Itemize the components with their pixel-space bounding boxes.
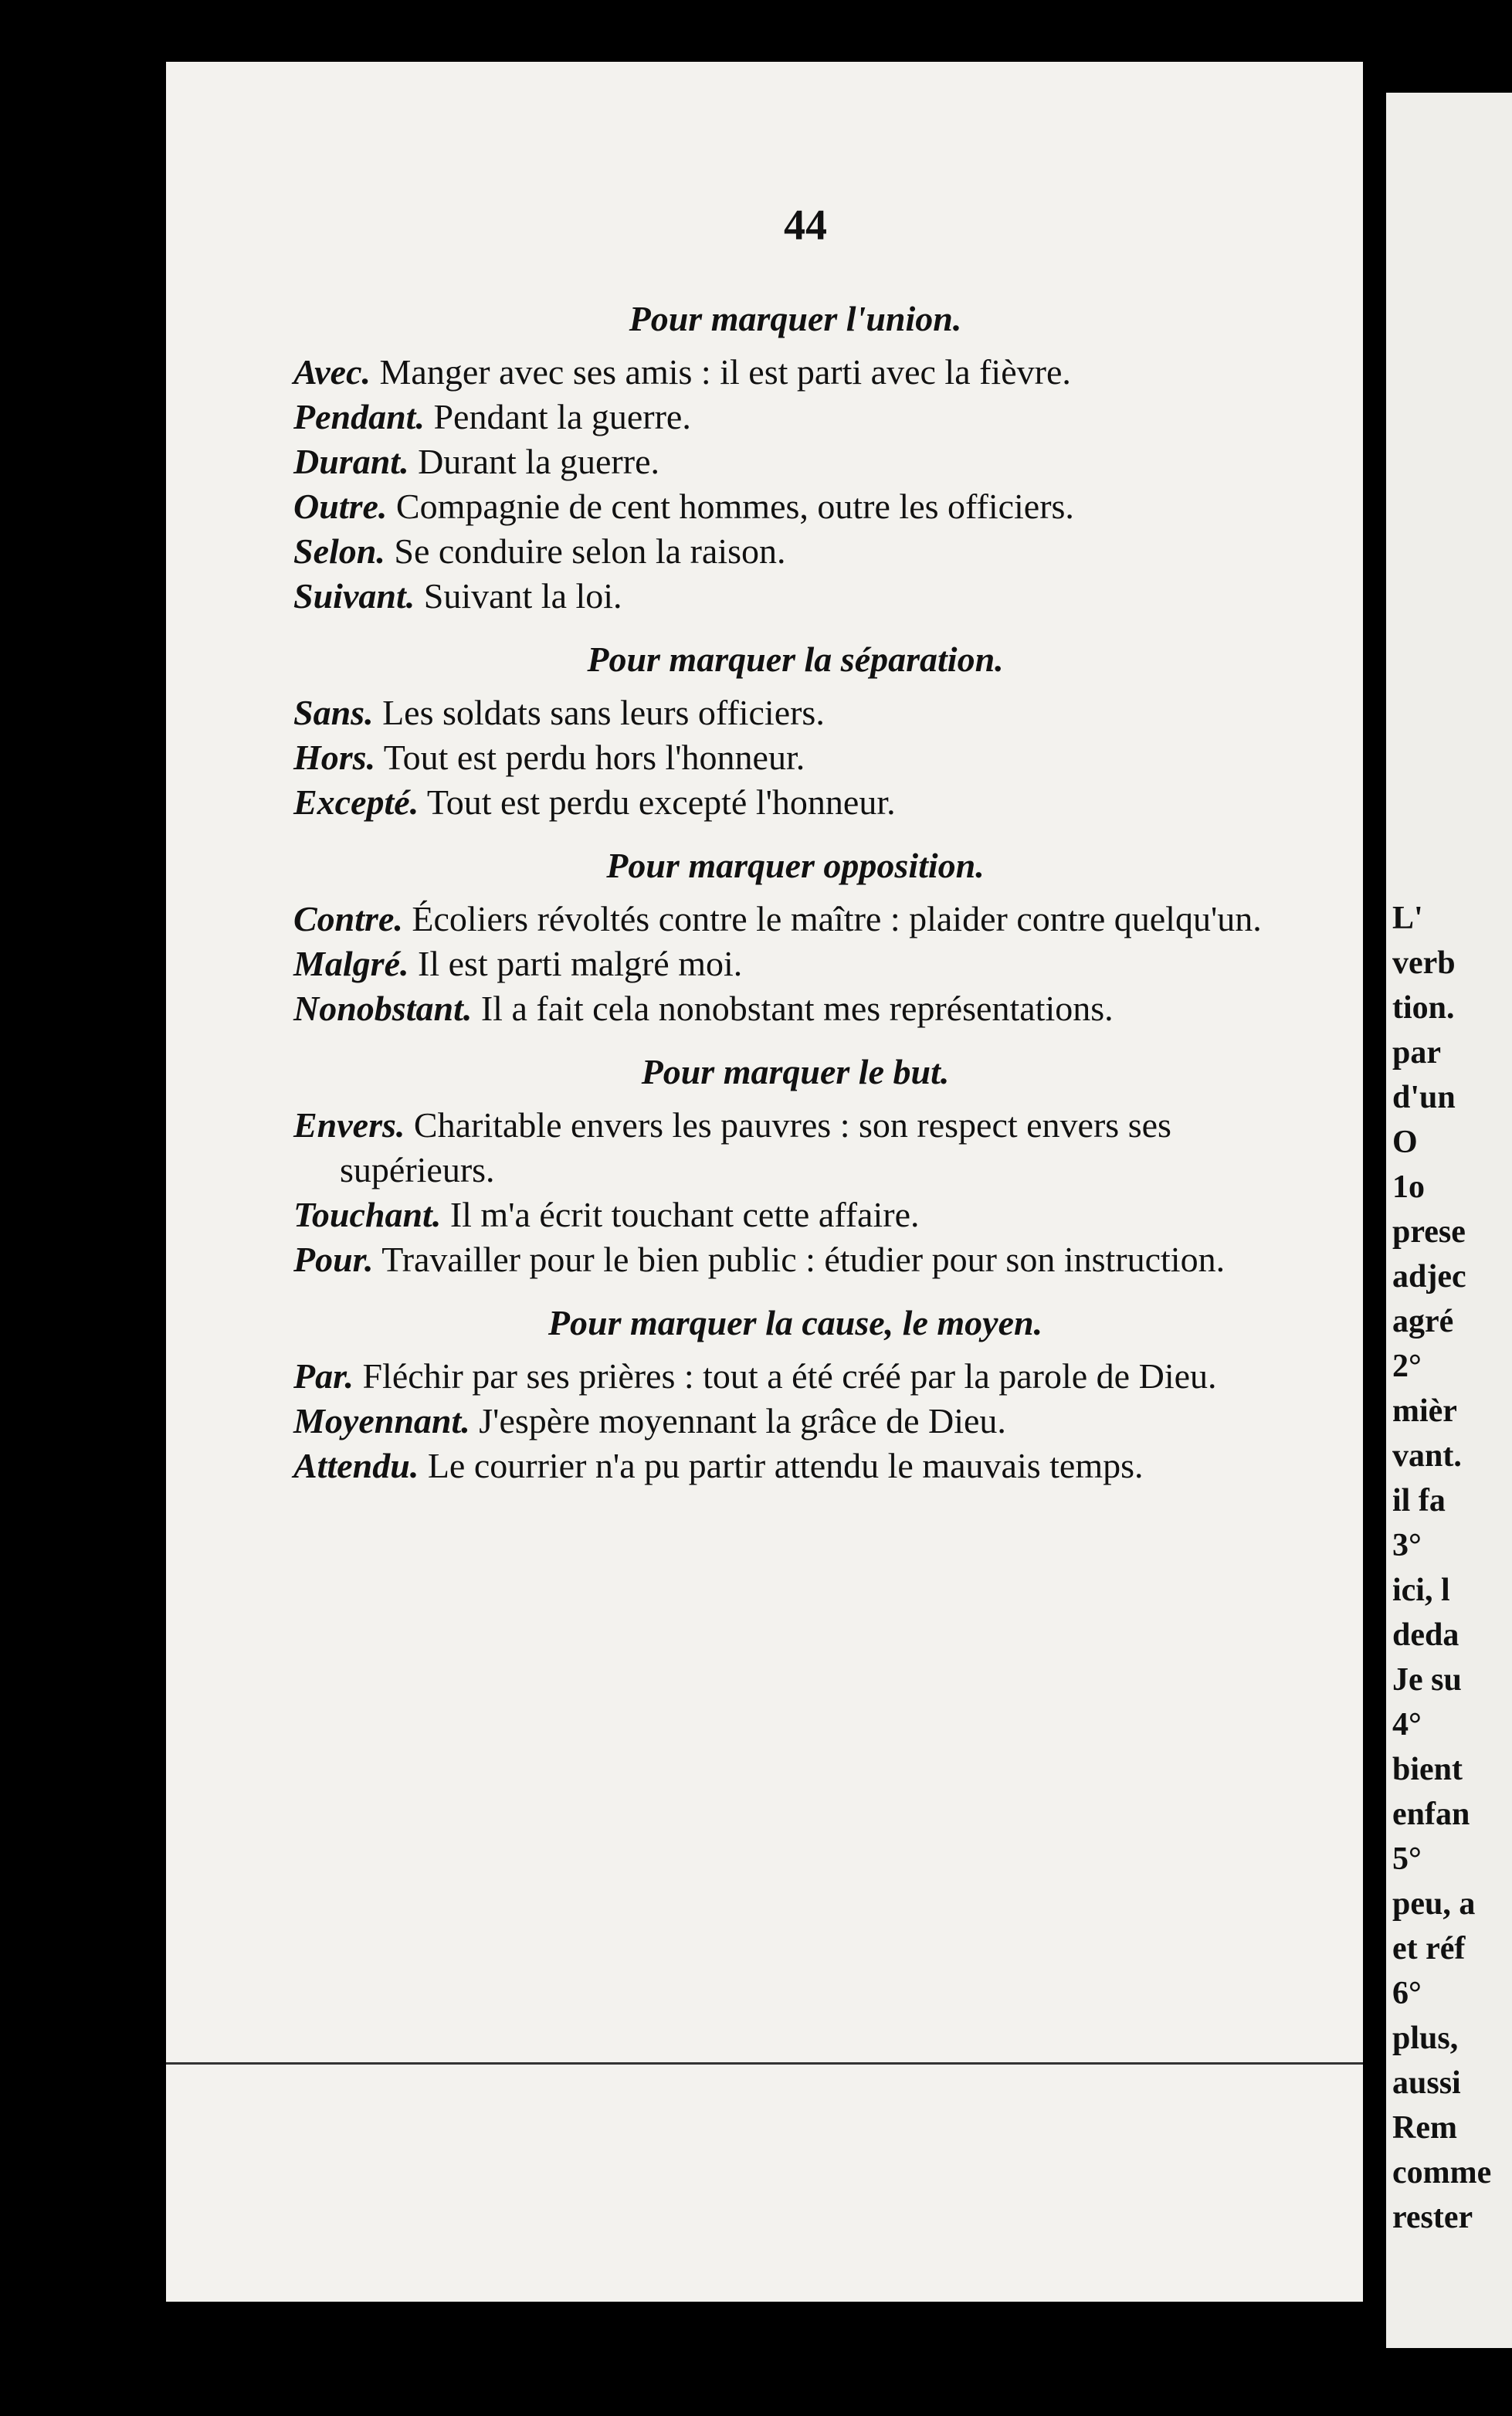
entry-head: Envers.: [293, 1105, 405, 1145]
entry-text: Il est parti malgré moi.: [418, 944, 743, 983]
entry: [293, 1103, 1297, 1193]
entry-text: Durant la guerre.: [418, 442, 659, 481]
entry: [293, 780, 1297, 825]
page-edge-line: [166, 2062, 1363, 2065]
entry-head: Attendu.: [293, 1446, 419, 1485]
entry: [293, 942, 1297, 986]
section-title: Pour marquer la cause, le moyen.: [548, 1303, 1043, 1342]
entry-head: Pendant.: [293, 397, 425, 436]
entry-text: Le courrier n'a pu partir attendu le mauvais temps.: [427, 1446, 1144, 1485]
right-page-fragment: 4°: [1392, 1707, 1422, 1742]
right-page-fragment: 1o: [1392, 1169, 1425, 1205]
right-page-fragment: Je su: [1392, 1662, 1462, 1698]
section: [293, 1302, 1297, 1488]
entry-head: Outre.: [293, 487, 388, 526]
entry-head: Selon.: [293, 531, 385, 571]
entry: [293, 897, 1297, 942]
entry-head: Hors.: [293, 738, 376, 777]
entry: [293, 1399, 1297, 1444]
entry: [293, 1354, 1297, 1399]
right-page-fragment: 5°: [1392, 1841, 1422, 1877]
section-title: Pour marquer la séparation.: [587, 640, 1004, 679]
right-page-fragment: aussi: [1392, 2065, 1461, 2101]
entry: [293, 529, 1297, 574]
entry-text: J'espère moyennant la grâce de Dieu.: [479, 1401, 1006, 1440]
entry: [293, 395, 1297, 439]
entry-text: Il a fait cela nonobstant mes représentations.: [480, 989, 1114, 1028]
right-page-fragment: enfan: [1392, 1797, 1470, 1832]
section-title: Pour marquer le but.: [641, 1052, 950, 1091]
right-page-fragment: bient: [1392, 1752, 1463, 1787]
entry-head: Avec.: [293, 352, 371, 392]
right-page-fragment: O: [1392, 1125, 1418, 1160]
right-page-fragment: verb: [1392, 945, 1456, 981]
entry-text: Se conduire selon la raison.: [394, 531, 786, 571]
entry: [293, 484, 1297, 529]
entry-head: Malgré.: [293, 944, 409, 983]
entry-head: Touchant.: [293, 1195, 442, 1234]
entry-text: Écoliers révoltés contre le maître : plaider contre quelqu'un.: [412, 899, 1262, 938]
book-page-left: [166, 62, 1363, 2302]
entry-text: Tout est perdu excepté l'honneur.: [426, 782, 896, 822]
section: [293, 845, 1297, 1031]
right-page-fragment: il fa: [1392, 1483, 1446, 1518]
entry-text: Compagnie de cent hommes, outre les officiers.: [395, 487, 1074, 526]
entry-head: Nonobstant.: [293, 989, 473, 1028]
entry: [293, 691, 1297, 735]
right-page-fragment: prese: [1392, 1214, 1466, 1250]
entry-text: Pendant la guerre.: [433, 397, 691, 436]
section: [293, 1051, 1297, 1282]
entry-text: Suivant la loi.: [423, 576, 622, 616]
entry: [293, 1193, 1297, 1237]
right-page-fragment: comme: [1392, 2155, 1492, 2190]
entry-head: Sans.: [293, 693, 374, 732]
right-page-fragment: et réf: [1392, 1931, 1466, 1966]
right-page-fragment: rester: [1392, 2200, 1473, 2235]
entry-text: Il m'a écrit touchant cette affaire.: [449, 1195, 920, 1234]
right-page-fragment: tion.: [1392, 990, 1455, 1026]
entry-text: Travailler pour le bien public : étudier pour son instruction.: [381, 1240, 1226, 1279]
entry-text: Les soldats sans leurs officiers.: [382, 693, 825, 732]
section-title: Pour marquer opposition.: [606, 846, 985, 885]
entry-head: Moyennant.: [293, 1401, 470, 1440]
entry-text: Tout est perdu hors l'honneur.: [383, 738, 805, 777]
entry-head: Pour.: [293, 1240, 374, 1279]
right-page-fragment: 3°: [1392, 1528, 1422, 1563]
right-page-fragment: L': [1392, 901, 1423, 936]
entry: [293, 735, 1297, 780]
entry: [293, 439, 1297, 484]
entry-head: Par.: [293, 1356, 354, 1396]
entry-text: Fléchir par ses prières : tout a été créé par la parole de Dieu.: [362, 1356, 1217, 1396]
entry-head: Durant.: [293, 442, 409, 481]
right-page-fragment: deda: [1392, 1617, 1459, 1653]
right-page-fragment: mièr: [1392, 1393, 1457, 1429]
section: [293, 639, 1297, 825]
right-page-fragment: ici, l: [1392, 1573, 1450, 1608]
entry-head: Contre.: [293, 899, 403, 938]
section-title: Pour marquer l'union.: [629, 299, 962, 338]
entry-text: Charitable envers les pauvres : son respect envers ses supérieurs.: [340, 1105, 1171, 1189]
right-page-fragments: [1392, 896, 1491, 2240]
right-page-fragment: 2°: [1392, 1349, 1422, 1384]
right-page-fragment: d'un: [1392, 1080, 1456, 1115]
right-page-fragment: peu, a: [1392, 1886, 1476, 1922]
right-page-fragment: par: [1392, 1035, 1441, 1071]
page-number: 44: [784, 202, 827, 249]
section: [293, 298, 1297, 619]
book-page-right: [1386, 93, 1512, 2348]
right-page-fragment: plus,: [1392, 2021, 1459, 2056]
entry: [293, 1237, 1297, 1282]
entry-head: Suivant.: [293, 576, 415, 616]
right-page-fragment: agré: [1392, 1304, 1454, 1339]
right-page-fragment: adjec: [1392, 1259, 1466, 1295]
entry: [293, 574, 1297, 619]
right-page-fragment: Rem: [1392, 2110, 1457, 2146]
entry: [293, 986, 1297, 1031]
entry-text: Manger avec ses amis : il est parti avec la fièvre.: [379, 352, 1071, 392]
page-content: [293, 278, 1297, 1488]
entry: [293, 350, 1297, 395]
right-page-fragment: vant.: [1392, 1438, 1462, 1474]
right-page-fragment: 6°: [1392, 1976, 1422, 2011]
entry: [293, 1444, 1297, 1488]
entry-head: Excepté.: [293, 782, 419, 822]
